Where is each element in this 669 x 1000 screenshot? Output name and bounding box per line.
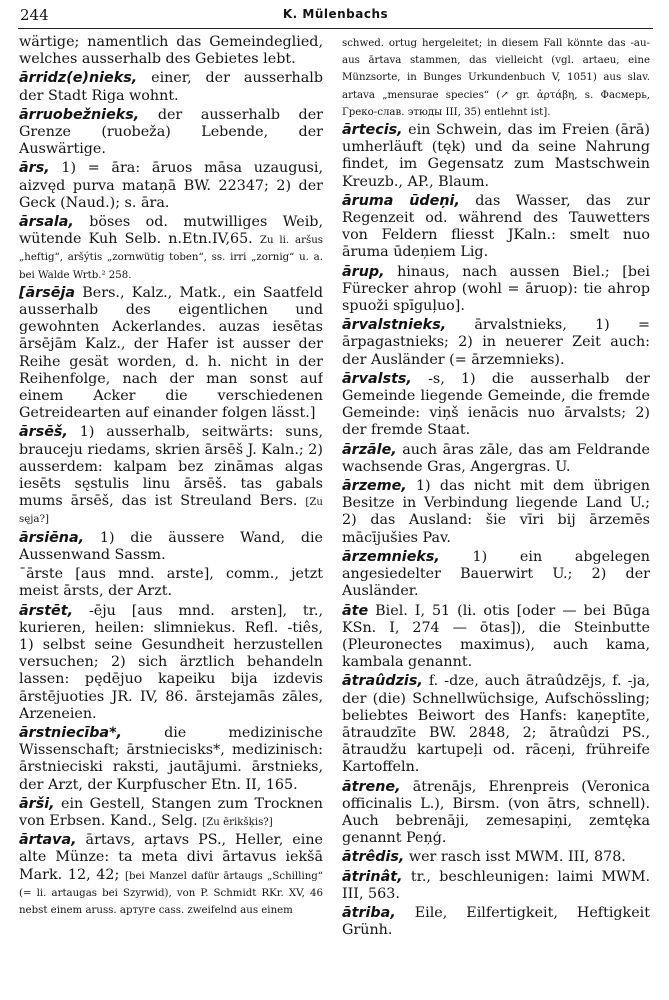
dictionary-entry (342, 869, 650, 903)
entry-headword: ātrinât, (342, 868, 403, 885)
dictionary-entry (19, 107, 323, 159)
entry-definition: 1) ausserhalb, seitwärts: suns, brauceju riedams, skrien ārsēš J. Kaln.; 2) ausserdem: kalpam bez zināmas algas iesēts sęstulis linu ārsēš. tas gabals mums ārsēš, das ist Streuland Bers. (19, 424, 323, 510)
entry-headword: ārtecis, (342, 122, 403, 139)
dictionary-entry (342, 193, 650, 262)
entry-etymology-note: schwed. ortug hergeleitet; in diesem Fall könnte das -au- aus ārtava stammen, das vielleicht (vgl. artaeu, eine Münzsorte, in Bunges Urkundenbuch V, 1051) aus slav. artava „mensurae species“ (↗ gr. ἀρτάβη, s. Фасмерь, Греко-слав. этюды III, 35) entlehnt ist]. (342, 38, 650, 118)
dictionary-entry (19, 424, 323, 527)
entry-definition: 1) = āra: āruos māsa uzaugusi, aizvęd purva mataņā BW. 22347; 2) der Geck (Naud.); s. āra. (19, 160, 323, 211)
left-column (19, 34, 323, 996)
dictionary-entry (342, 549, 650, 601)
entry-definition: ein Schwein, das im Freien (ārā) umherläuft (tęk) und da seine Nahrung findet, im Gegensatz zum Mastschwein Kreuzb., AP., Blaum. (342, 122, 650, 190)
header-rule (18, 28, 653, 29)
entry-definition: wärtige; namentlich das Gemeindeglied, welches ausserhalb des Gebietes lebt. (19, 34, 323, 68)
dictionary-entry (342, 317, 650, 369)
entry-headword: ātraûdzis, (342, 673, 423, 690)
entry-definition: 1) ein abgelegen angesiedelter Bauerwirt U.; 2) der Ausländer. (342, 548, 650, 600)
entry-headword: ārsiēna, (19, 529, 85, 546)
entry-headword: ārup, (342, 263, 385, 280)
entry-definition: Bers., Kalz., Matk., ein Saatfeld ausserhalb des eigentlichen und gewohnten Ackerlandes. auzas iesētas ārsējām Kalz., der Hafer ist ausser der Reihe gesät worden, d. h. nicht in der Reihenfolge, nach der man sonst auf einem Acker die verschiedenen Getreidearten auf einander folgen lässt.] (19, 284, 323, 422)
entry-definition: ein Gestell, Stangen zum Trocknen von Erbsen. Kand., Selg. (19, 795, 323, 829)
dictionary-entry (342, 673, 650, 776)
entry-definition: wer rasch isst MWM. III, 878. (408, 849, 626, 866)
entry-headword: ārsala, (19, 214, 74, 231)
entry-headword: āte (342, 602, 369, 619)
entry-headword: ātriba, (342, 904, 396, 921)
entry-etymology-note: [Zu ērikšķis?] (202, 816, 273, 828)
dictionary-entry (342, 905, 650, 939)
entry-headword: āruma ūdeņi, (342, 192, 460, 209)
entry-headword: ārsēš, (19, 424, 68, 441)
dictionary-entry (19, 160, 323, 212)
entry-etymology-note: [Zu sęja?] (19, 497, 323, 526)
dictionary-entry (342, 371, 650, 440)
entry-headword: ārridz(e)nieks, (19, 70, 138, 87)
running-head: K. Mülenbachs (282, 7, 389, 21)
dictionary-entry (342, 442, 650, 476)
entry-headword: ārstniecība*, (19, 724, 122, 741)
dictionary-entry (19, 603, 323, 723)
entry-definition: 1) die äussere Wand, die Aussenwand Sassm. (19, 529, 323, 563)
entry-definition: Biel. I, 51 (li. otis [oder — bei Būga KSn. I, 274 — ōtas]), die Steinbutte (Pleuronectes maximus), auch kama, kambala genannt. (342, 602, 650, 671)
entry-headword: ārzeme, (342, 478, 407, 495)
entry-headword: ārs, (19, 160, 50, 177)
entry-headword: ārtava, (19, 832, 77, 849)
entry-definition: f. -dze, auch ātraûdzējs, f. -ja, der (die) Schnellwüchsige, Aufschössling; beliebtes Beiwort des Hanfs: kaņeptīte, ātraudzīte BW. 2848, 2; ātraûdzi PS., ātraudžu kartupeļi od. rāceņi, frühreife Kartoffeln. (342, 673, 650, 776)
entry-definition: Eile, Eilfertigkeit, Heftigkeit Grünh. (342, 904, 650, 939)
dictionary-entry (342, 478, 650, 547)
dictionary-entry (19, 214, 323, 283)
entry-definition: -s, 1) die ausserhalb der Gemeinde liegende Gemeinde, die fremde Gemeinde: viņš ienācis nuo ārvalsts; 2) der fremde Staat. (342, 370, 650, 439)
dictionary-entry (342, 849, 650, 866)
dictionary-entry (19, 34, 323, 68)
entry-definition: auch āras zāle, das am Feldrande wachsende Gras, Angergras. U. (342, 441, 650, 475)
dictionary-entry (19, 70, 323, 104)
dictionary-entry (19, 285, 323, 423)
entry-definition: der ausserhalb der Grenze (ruobeža) Lebende, der Auswärtige. (19, 106, 323, 158)
dictionary-entry (342, 264, 650, 316)
entry-definition: einer, der ausserhalb der Stadt Riga wohnt. (19, 70, 323, 104)
entry-headword: ārvalsts, (342, 370, 412, 387)
dictionary-entry (19, 832, 323, 918)
entry-definition: böses od. mutwilliges Weib, wütende Kuh Selb. n.Etn.IV,65. (19, 214, 323, 248)
entry-definition: tr., beschleunigen: laimi MWM. III, 563. (342, 868, 650, 902)
entry-headword: [ārsēja (19, 284, 75, 301)
entry-headword: ārzāle, (342, 441, 397, 458)
entry-definition: ātrenājs, Ehrenpreis (Veronica officinalis L.), Birsm. (von ātrs, schnell). Auch bebrenāji, zemesapiņi, zemtęka genannt Peņģ. (342, 778, 650, 847)
dictionary-entry (19, 566, 323, 600)
dictionary-entry (19, 796, 323, 830)
entry-definition: ārvalstnieks, 1) = ārpagastnieks; 2) in neuerer Zeit auch: der Ausländer (= ārzemnieks). (342, 317, 650, 368)
dictionary-entry (19, 725, 323, 794)
entry-definition: 1) das nicht mit dem übrigen Besitze in Verbindung liegende Land U.; 2) das Ausland: šie vīri bij ārzemēs mācījušies Pav. (342, 478, 650, 546)
entry-headword: ārvalstnieks, (342, 317, 447, 334)
entry-headword: ārši, (19, 795, 55, 812)
dictionary-entry (342, 779, 650, 848)
entry-etymology-note: [bei Manzel dafür ārtaugs „Schilling“ (= li. artaugas bei Szyrwid), von P. Schmidt RKr. XV, 46 nebst einem aruss. артуге сass. zweifelnd aus einem (19, 870, 323, 916)
dictionary-entry (342, 122, 650, 191)
entry-headword: ārruobežnieks, (19, 106, 140, 123)
entry-headword: ātrene, (342, 778, 401, 795)
entry-definition: ˉārste [aus mnd. arste], comm., jetzt meist ārsts, der Arzt. (19, 566, 323, 600)
entry-definition: die medizinische Wissenschaft; ārstniecisks*, medizinisch: ārstnieciski raksti, jautājumi. ārstnieks, der Arzt, der Kurpfuscher Etn. II, 165. (19, 724, 323, 793)
entry-definition: das Wasser, das zur Regenzeit od. während des Tauwetters von Feldern fliesst JKaln.: smelt nuo āruma ūdeņiem Lig. (342, 192, 650, 261)
entry-headword: ārstēt, (19, 602, 74, 619)
dictionary-entry (342, 603, 650, 672)
dictionary-entry (19, 530, 323, 564)
entry-definition: -ēju [aus mnd. arsten], tr., kurieren, heilen: slimniekus. Refl. -tiês, 1) selbst seine Gesundheit herzustellen versuchen; 2) sich ärztlich behandeln lassen: pędējuo kapeiku bija izdevis ārstējuoties JR. IV, 86. ārstejamās zāles, Arzeneien. (19, 602, 323, 722)
dictionary-entry (342, 34, 650, 120)
entry-headword: ārzemnieks, (342, 548, 440, 565)
page-number: 244 (20, 6, 49, 24)
entry-headword: ātrêdis, (342, 849, 405, 866)
entry-definition: ārtavs, aŗtavs PS., Heller, eine alte Münze: ta meta divi ārtavus iekšā Mark. 12, 42; (19, 832, 323, 883)
entry-definition: hinaus, nach aussen Biel.; [bei Fürecker ahrop (wohl = āruop): tie ahrop spuoži spīguļuo]. (342, 263, 650, 315)
right-column (342, 34, 650, 996)
page-header (20, 6, 651, 28)
entry-etymology-note: Zu li. aršus „heftig“, aršýtis „zornwütig toben“, ss. irri „zornig“ u. a. bei Walde Wrtb.² 258. (19, 235, 323, 281)
